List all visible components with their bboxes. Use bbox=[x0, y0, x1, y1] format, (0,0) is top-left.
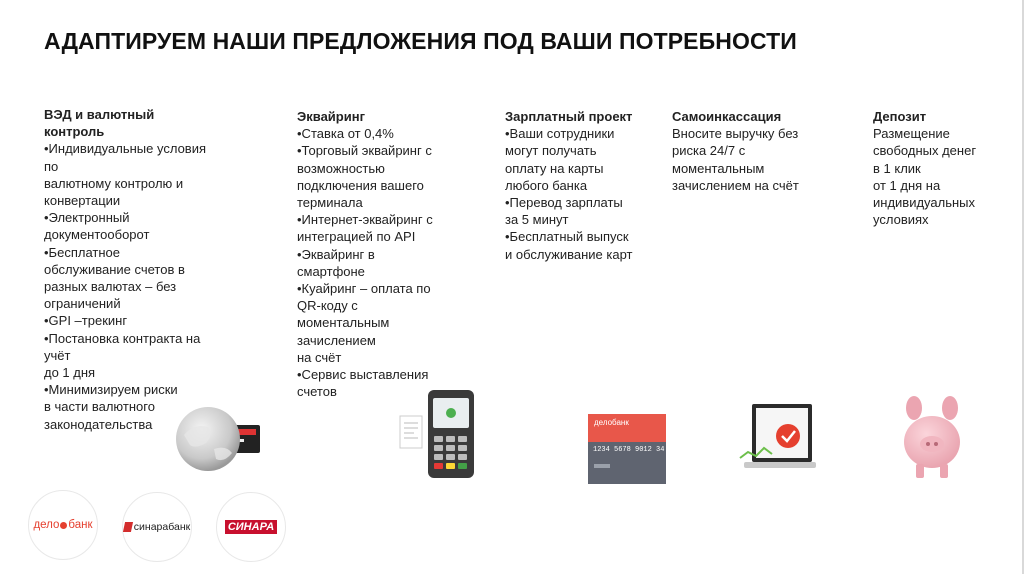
column-line: моментальным bbox=[672, 160, 765, 176]
delobank-logo: дело банк bbox=[28, 490, 98, 560]
column-line: в 1 клик bbox=[873, 160, 921, 176]
column-line: подключения вашего bbox=[297, 177, 424, 193]
column-line: и обслуживание карт bbox=[505, 246, 633, 262]
column-line: QR-коду с bbox=[297, 298, 358, 314]
column-line: •Эквайринг в bbox=[297, 246, 375, 262]
column-line: •Торговый эквайринг с bbox=[297, 143, 432, 159]
column-line: обслуживание счетов в bbox=[44, 261, 185, 277]
column-line: смартфоне bbox=[297, 263, 365, 279]
column-line: Вносите выручку без bbox=[672, 126, 799, 142]
column-line: •Минимизируем риски bbox=[44, 382, 178, 398]
column-heading: ВЭД и валютный bbox=[44, 107, 155, 122]
column-heading: Зарплатный проект bbox=[505, 109, 633, 124]
column-line: •Интернет-эквайринг с bbox=[297, 212, 433, 228]
column-deposit bbox=[873, 108, 1003, 228]
column-line: в части валютного bbox=[44, 399, 155, 415]
column-line: по bbox=[44, 158, 59, 174]
column-line: на счёт bbox=[297, 349, 342, 365]
column-line: •Постановка контракта на bbox=[44, 330, 201, 346]
column-line: •Ставка от 0,4% bbox=[297, 126, 394, 142]
column-line: от 1 дня на bbox=[873, 177, 941, 193]
globe-card-image bbox=[170, 405, 265, 473]
bank-card-image bbox=[588, 414, 666, 484]
column-acquiring bbox=[297, 108, 457, 400]
card-brand: делобанк bbox=[594, 418, 629, 427]
column-line: риска 24/7 с bbox=[672, 143, 746, 159]
column-line: разных валютах – без bbox=[44, 279, 177, 295]
column-line: •Индивидуальные условия bbox=[44, 141, 207, 157]
sinara-mark-icon bbox=[123, 522, 133, 532]
column-line: терминала bbox=[297, 195, 363, 211]
column-line: индивидуальных bbox=[873, 195, 976, 211]
column-line: моментальным bbox=[297, 315, 390, 331]
column-line: любого банка bbox=[505, 177, 588, 193]
column-line: •Бесплатное bbox=[44, 244, 120, 260]
column-heading: Депозит bbox=[873, 109, 927, 124]
column-line: •Электронный bbox=[44, 210, 130, 226]
column-line: документооборот bbox=[44, 227, 150, 243]
column-self-collection bbox=[672, 108, 822, 194]
column-line: условиях bbox=[873, 212, 929, 228]
laptop-image bbox=[736, 402, 816, 478]
pos-terminal-image bbox=[396, 388, 480, 480]
column-line: возможностью bbox=[297, 160, 385, 176]
column-line: •Перевод зарплаты bbox=[505, 195, 623, 211]
sinara-bank-logo: синарабанк bbox=[122, 492, 192, 562]
column-line: за 5 минут bbox=[505, 212, 569, 228]
logo-dot-icon bbox=[60, 522, 67, 529]
column-heading: Эквайринг bbox=[297, 109, 365, 124]
column-line: •GPI –трекинг bbox=[44, 313, 128, 329]
column-line: зачислением на счёт bbox=[672, 177, 799, 193]
sinara-logo: СИНАРА bbox=[216, 492, 286, 562]
column-line: Размещение bbox=[873, 126, 950, 142]
column-line: ограничений bbox=[44, 296, 121, 312]
column-line: зачислением bbox=[297, 332, 376, 348]
column-heading: контроль bbox=[44, 124, 105, 140]
column-line: могут получать bbox=[505, 143, 597, 159]
column-line: свободных денег bbox=[873, 143, 977, 159]
column-line: •Бесплатный выпуск bbox=[505, 229, 629, 245]
piggy-bank-icon bbox=[896, 394, 968, 480]
column-line: счетов bbox=[297, 384, 337, 400]
column-line: •Сервис выставления bbox=[297, 367, 429, 383]
slide-title: АДАПТИРУЕМ НАШИ ПРЕДЛОЖЕНИЯ ПОД ВАШИ ПОТРЕБНОСТИ bbox=[44, 28, 797, 54]
column-line: до 1 дня bbox=[44, 365, 96, 381]
column-line: законодательства bbox=[44, 416, 153, 432]
card-number: 1234 5678 9012 34 bbox=[593, 446, 665, 454]
column-line: учёт bbox=[44, 347, 71, 363]
column-salary-project bbox=[505, 108, 655, 263]
column-line: •Куайринг – оплата по bbox=[297, 281, 431, 297]
column-line: конвертации bbox=[44, 193, 121, 209]
column-line: •Ваши сотрудники bbox=[505, 126, 615, 142]
column-line: оплату на карты bbox=[505, 160, 604, 176]
column-heading: Самоинкассация bbox=[672, 109, 782, 124]
column-line: интеграцией по API bbox=[297, 229, 416, 245]
column-line: валютному контролю и bbox=[44, 175, 184, 191]
column-ved bbox=[44, 106, 234, 433]
